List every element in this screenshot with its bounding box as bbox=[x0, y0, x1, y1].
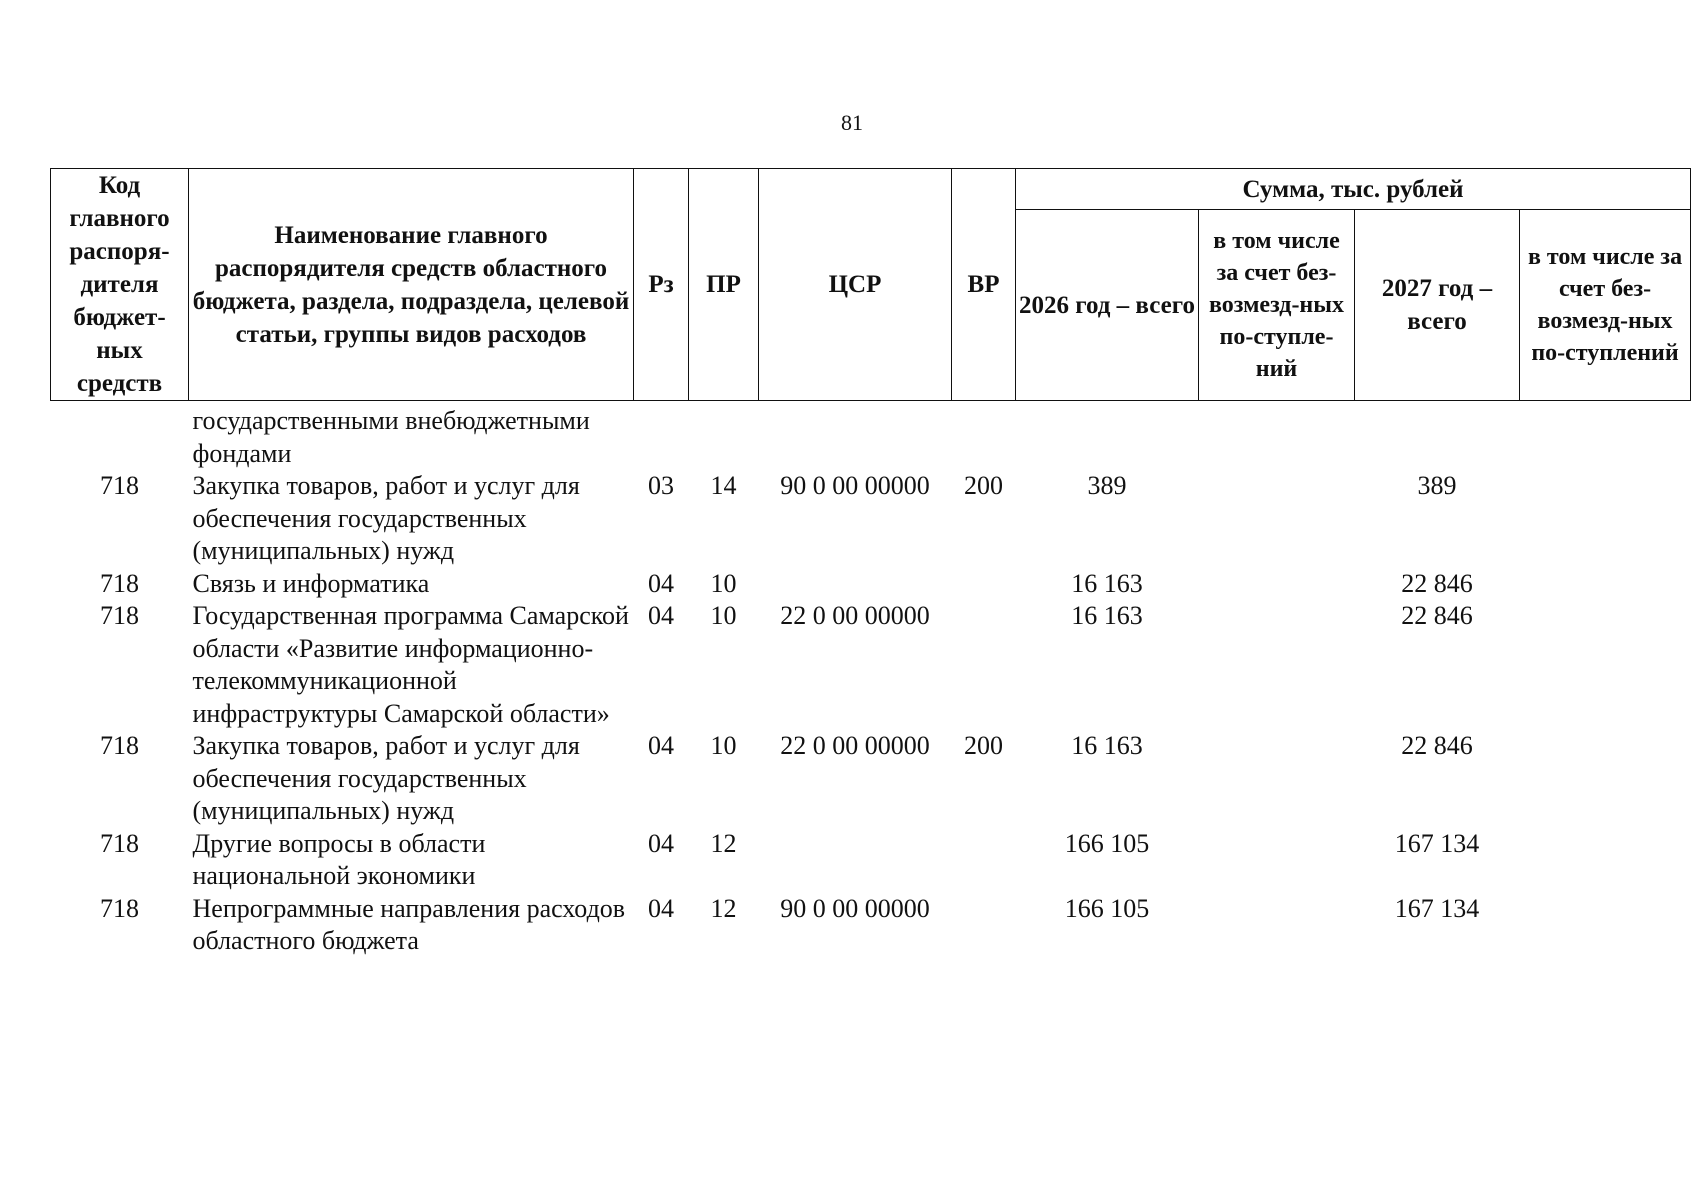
cell-2027-total: 167 134 bbox=[1394, 893, 1480, 923]
cell-2026-grants bbox=[1199, 893, 1355, 958]
header-sum-group: Сумма, тыс. рублей bbox=[1016, 169, 1691, 210]
continuation-text: государственными внебюджетными фондами bbox=[192, 406, 590, 468]
cell-pr: 10 bbox=[710, 731, 737, 760]
cell-pr: 14 bbox=[710, 471, 737, 500]
cell-2027-total: 167 134 bbox=[1394, 828, 1480, 858]
cell-pr: 12 bbox=[710, 828, 737, 858]
cell-name: Связь и информатика bbox=[192, 568, 430, 598]
cell-pr: 10 bbox=[710, 568, 737, 598]
cell-2027-grants bbox=[1520, 893, 1691, 958]
table-row bbox=[51, 828, 1691, 893]
cell-csr bbox=[759, 828, 952, 893]
cell-vr bbox=[952, 893, 1016, 958]
table-row bbox=[51, 730, 1691, 828]
header-name: Наименование главного распорядителя средств областного бюджета, раздела, подраздела, целевой статьи, группы видов расходов bbox=[189, 169, 634, 401]
cell-2026-total: 16 163 bbox=[1071, 731, 1143, 760]
cell-vr bbox=[952, 828, 1016, 893]
cell-code: 718 bbox=[100, 893, 139, 923]
cell-2026-total: 389 bbox=[1087, 471, 1127, 500]
cell-2026-total: 166 105 bbox=[1064, 893, 1150, 923]
cell-2027-grants bbox=[1520, 568, 1691, 601]
cell-code: 718 bbox=[100, 568, 139, 598]
cell-rz: 04 bbox=[648, 828, 674, 858]
header-2027-grants: в том числе за счет без-возмезд-ных по-ступлений bbox=[1520, 210, 1691, 401]
header-2026-grants: в том числе за счет без-возмезд-ных по-ступле-ний bbox=[1199, 210, 1355, 401]
cell-2027-total: 22 846 bbox=[1401, 568, 1473, 598]
cell-csr: 22 0 00 00000 bbox=[780, 601, 930, 630]
cell-2027-grants bbox=[1520, 470, 1691, 568]
cell-csr bbox=[759, 568, 952, 601]
header-2027-total: 2027 год – всего bbox=[1355, 210, 1520, 401]
header-rz: Рз bbox=[634, 169, 689, 401]
cell-2027-grants bbox=[1520, 600, 1691, 730]
cell-2027-grants bbox=[1520, 730, 1691, 828]
cell-rz: 04 bbox=[648, 731, 674, 760]
cell-vr bbox=[952, 568, 1016, 601]
budget-table bbox=[50, 168, 1691, 958]
cell-2026-grants bbox=[1199, 828, 1355, 893]
cell-name: Другие вопросы в области национальной экономики bbox=[192, 828, 486, 890]
table-row bbox=[51, 568, 1691, 601]
table-row-continuation bbox=[51, 401, 1691, 471]
header-vr: ВР bbox=[952, 169, 1016, 401]
cell-2027-total: 22 846 bbox=[1401, 731, 1473, 760]
cell-2026-total: 16 163 bbox=[1071, 601, 1143, 630]
cell-code: 718 bbox=[100, 828, 139, 858]
cell-vr: 200 bbox=[964, 731, 1003, 760]
cell-name: Закупка товаров, работ и услуг для обеспечения государственных (муниципальных) нужд bbox=[192, 471, 580, 565]
cell-pr: 12 bbox=[710, 893, 737, 923]
cell-2026-total: 16 163 bbox=[1071, 568, 1143, 598]
cell-2026-grants bbox=[1199, 600, 1355, 730]
cell-2027-total: 389 bbox=[1417, 471, 1457, 500]
table-row bbox=[51, 893, 1691, 958]
cell-csr: 22 0 00 00000 bbox=[780, 731, 930, 760]
cell-vr: 200 bbox=[964, 471, 1003, 500]
cell-csr: 90 0 00 00000 bbox=[780, 471, 930, 500]
cell-code: 718 bbox=[100, 731, 139, 760]
cell-name: Непрограммные направления расходов областного бюджета bbox=[192, 893, 626, 955]
table-row bbox=[51, 470, 1691, 568]
table-row bbox=[51, 600, 1691, 730]
table-header bbox=[51, 169, 1691, 401]
cell-csr: 90 0 00 00000 bbox=[780, 893, 930, 923]
cell-vr bbox=[952, 600, 1016, 730]
cell-rz: 04 bbox=[648, 568, 674, 598]
cell-pr: 10 bbox=[710, 601, 737, 630]
page-number: 81 bbox=[841, 110, 863, 135]
cell-2026-grants bbox=[1199, 470, 1355, 568]
header-code: Код главного распоря-дителя бюджет-ных средств bbox=[51, 169, 189, 401]
cell-name: Закупка товаров, работ и услуг для обеспечения государственных (муниципальных) нужд bbox=[192, 731, 580, 825]
header-pr: ПР bbox=[689, 169, 759, 401]
table-body bbox=[51, 401, 1691, 958]
cell-2026-grants bbox=[1199, 568, 1355, 601]
header-csr: ЦСР bbox=[759, 169, 952, 401]
cell-rz: 04 bbox=[648, 893, 674, 923]
cell-2027-total: 22 846 bbox=[1401, 601, 1473, 630]
cell-code: 718 bbox=[100, 601, 139, 630]
cell-2026-grants bbox=[1199, 730, 1355, 828]
cell-rz: 04 bbox=[648, 601, 674, 630]
cell-code: 718 bbox=[100, 471, 139, 500]
cell-name: Государственная программа Самарской области «Развитие информационно-телекоммуникационной инфраструктуры Самарской области» bbox=[192, 601, 629, 728]
cell-rz: 03 bbox=[648, 471, 674, 500]
cell-2026-total: 166 105 bbox=[1064, 828, 1150, 858]
cell-2027-grants bbox=[1520, 828, 1691, 893]
header-2026-total: 2026 год – всего bbox=[1016, 210, 1199, 401]
